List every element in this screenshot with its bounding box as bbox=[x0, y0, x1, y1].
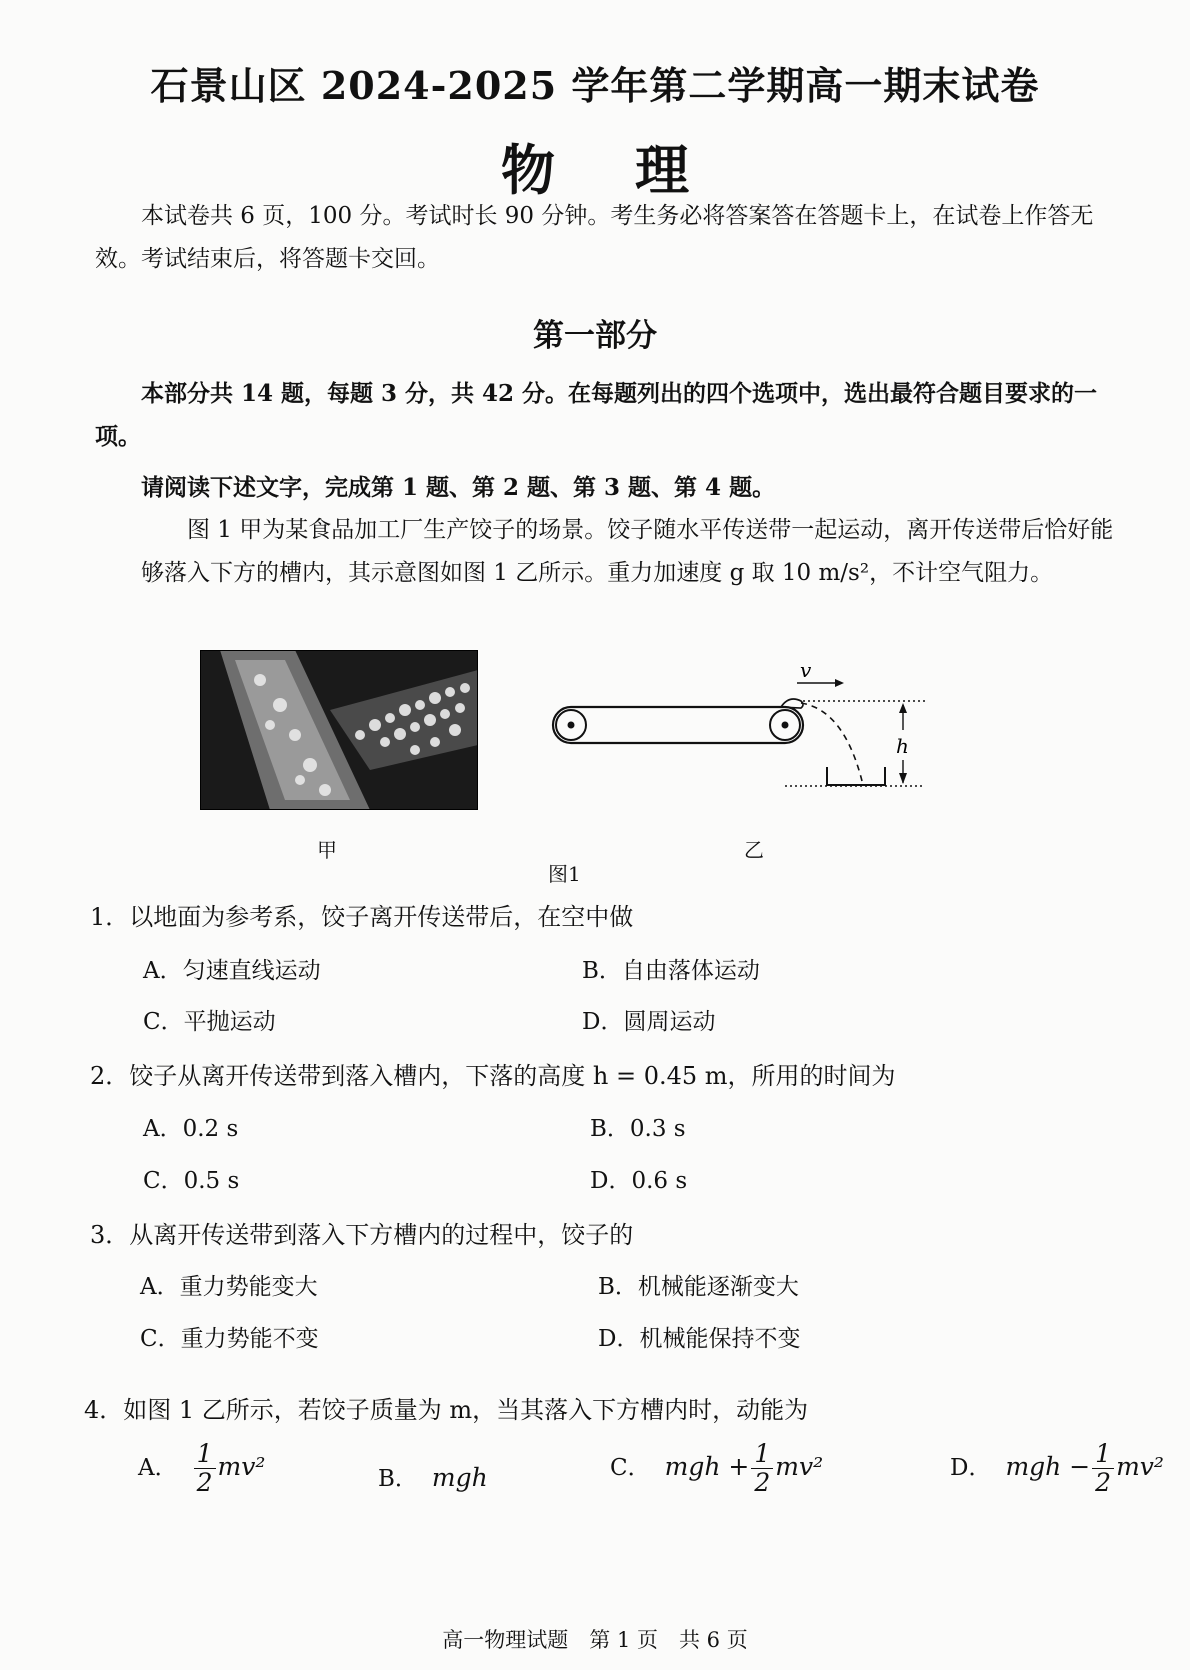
option-label: A． bbox=[138, 1455, 178, 1481]
question-4-option-a bbox=[138, 1440, 265, 1497]
denominator: 2 bbox=[754, 1468, 771, 1497]
denominator: 2 bbox=[196, 1468, 213, 1497]
question-3-option-c: C．重力势能不变 bbox=[140, 1326, 319, 1352]
question-1-option-b: B．自由落体运动 bbox=[582, 958, 760, 984]
question-1-option-c: C．平抛运动 bbox=[143, 1009, 276, 1035]
question-4-stem: 4．如图 1 乙所示，若饺子质量为 m，当其落入下方槽内时，动能为 bbox=[84, 1396, 809, 1424]
question-3-stem: 3．从离开传送带到落入下方槽内的过程中，饺子的 bbox=[90, 1221, 634, 1249]
question-3-option-b: B．机械能逐渐变大 bbox=[598, 1274, 799, 1300]
question-4-option-b bbox=[378, 1460, 488, 1493]
subject-char-2: 理 bbox=[635, 138, 689, 202]
height-label: h bbox=[896, 734, 909, 758]
expr-pre: mgh bbox=[431, 1463, 488, 1492]
question-2-stem: 2．饺子从离开传送带到落入槽内，下落的高度 h = 0.45 m，所用的时间为 bbox=[90, 1062, 896, 1090]
reading-passage: 图 1 甲为某食品加工厂生产饺子的场景。饺子随水平传送带一起运动，离开传送带后恰好能够落入下方的槽内，其示意图如图 1 乙所示。重力加速度 g 取 10 m/s²，不计空气阻力。 bbox=[141, 517, 1114, 586]
question-1-option-d: D．圆周运动 bbox=[582, 1009, 716, 1035]
part-instruction: 本部分共 14 题，每题 3 分，共 42 分。在每题列出的四个选项中，选出最符合题目要求的一项。 bbox=[95, 380, 1098, 450]
question-4-option-c bbox=[610, 1440, 823, 1497]
option-label: B． bbox=[378, 1466, 418, 1492]
denominator: 2 bbox=[1095, 1468, 1112, 1497]
numerator: 1 bbox=[751, 1440, 773, 1469]
part-heading: 第一部分 bbox=[533, 318, 657, 354]
question-2-option-c: C．0.5 s bbox=[143, 1168, 240, 1194]
question-1-stem: 1．以地面为参考系，饺子离开传送带后，在空中做 bbox=[90, 903, 634, 931]
figure-caption: 图1 bbox=[548, 862, 581, 886]
option-label: C． bbox=[610, 1455, 651, 1481]
dumpling-factory-photo bbox=[200, 650, 478, 810]
reading-prompt: 请阅读下述文字，完成第 1 题、第 2 题、第 3 题、第 4 题。 bbox=[141, 474, 776, 501]
question-2-option-d: D．0.6 s bbox=[590, 1168, 688, 1194]
figure-label-b: 乙 bbox=[744, 838, 764, 862]
question-3-option-d: D．机械能保持不变 bbox=[598, 1326, 801, 1352]
conveyor-schematic bbox=[545, 655, 945, 805]
question-3-option-a: A．重力势能变大 bbox=[140, 1274, 318, 1300]
expr-pre: mgh − bbox=[1005, 1452, 1091, 1481]
question-4-option-d bbox=[950, 1440, 1164, 1497]
expr-post: mv² bbox=[217, 1452, 266, 1481]
numerator: 1 bbox=[1092, 1440, 1114, 1469]
exam-title: 石景山区 2024-2025 学年第二学期高一期末试卷 bbox=[150, 63, 1040, 108]
question-2-option-b: B．0.3 s bbox=[590, 1116, 686, 1142]
subject-title bbox=[0, 128, 1190, 205]
question-1-option-a: A．匀速直线运动 bbox=[143, 958, 321, 984]
expr-post: mv² bbox=[1116, 1452, 1164, 1481]
expr-post: mv² bbox=[775, 1452, 824, 1481]
fraction bbox=[751, 1440, 773, 1497]
exam-instructions: 本试卷共 6 页，100 分。考试时长 90 分钟。考生务必将答案答在答题卡上，在试卷上作答无效。考试结束后，将答题卡交回。 bbox=[95, 203, 1094, 272]
expr-pre: mgh + bbox=[664, 1452, 750, 1481]
subject-char-1: 物 bbox=[501, 138, 555, 202]
question-2-option-a: A．0.2 s bbox=[143, 1116, 239, 1142]
fraction bbox=[194, 1440, 216, 1497]
fraction bbox=[1092, 1440, 1114, 1497]
velocity-label: v bbox=[800, 658, 812, 682]
option-label: D． bbox=[950, 1455, 992, 1481]
numerator: 1 bbox=[194, 1440, 216, 1469]
page-footer: 高一物理试题 第 1 页 共 6 页 bbox=[442, 1628, 748, 1652]
figure-label-a: 甲 bbox=[317, 838, 337, 862]
